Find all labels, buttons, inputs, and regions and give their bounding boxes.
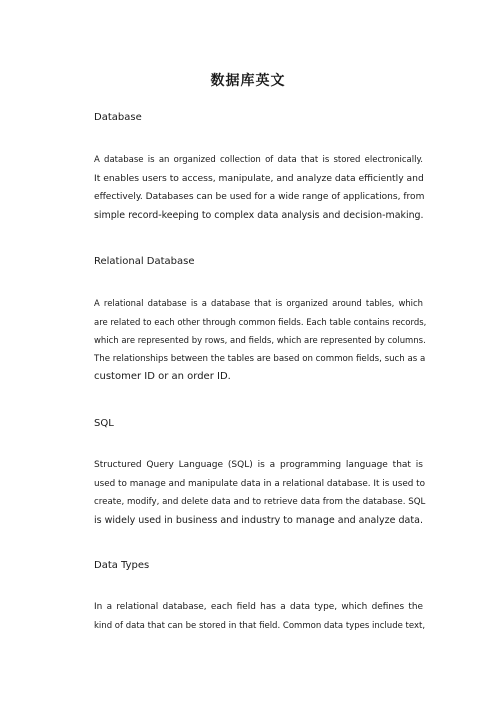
paragraph-line: create, modify, and delete data and to retrieve data from the database. SQL <box>94 497 426 508</box>
paragraph-line: simple record-keeping to complex data analysis and decision-making. <box>94 209 424 221</box>
paragraph-line: A relational database is a database that is organized around tables, which <box>94 298 423 308</box>
paragraph-line: A database is an organized collection of data that is stored electronically. <box>94 155 423 165</box>
section-paragraph-data-types <box>75 598 426 635</box>
paragraph-line: are related to each other through common fields. Each table contains records, <box>94 316 427 327</box>
paragraph-line: customer ID or an order ID. <box>94 371 231 383</box>
section-heading-relational-database: Relational Database <box>94 256 195 267</box>
paragraph-line: effectively. Databases can be used for a wide range of applications, from <box>94 192 425 203</box>
paragraph-line: which are represented by rows, and fields, which are represented by columns. <box>94 335 426 346</box>
section-paragraph-database <box>75 151 423 225</box>
section-heading-data-types: Data Types <box>94 560 150 571</box>
paragraph-line: is widely used in business and industry to manage and analyze data. <box>94 514 423 526</box>
paragraph-line: The relationships between the tables are based on common fields, such as a <box>94 353 426 364</box>
document-title: 数据库英文 <box>210 73 286 89</box>
section-paragraph-sql <box>75 456 426 530</box>
paragraph-line: It enables users to access, manipulate, and analyze data efficiently and <box>94 172 424 184</box>
paragraph-line: kind of data that can be stored in that field. Common data types include text, <box>94 620 426 631</box>
paragraph-line: Structured Query Language (SQL) is a programming language that is <box>94 460 423 470</box>
paragraph-line: In a relational database, each field has a data type, which defines the <box>94 602 423 612</box>
section-heading-sql: SQL <box>94 418 114 429</box>
paragraph-line: used to manage and manipulate data in a relational database. It is used to <box>94 478 426 489</box>
section-paragraph-relational-database <box>75 294 427 387</box>
section-heading-database: Database <box>94 112 142 123</box>
